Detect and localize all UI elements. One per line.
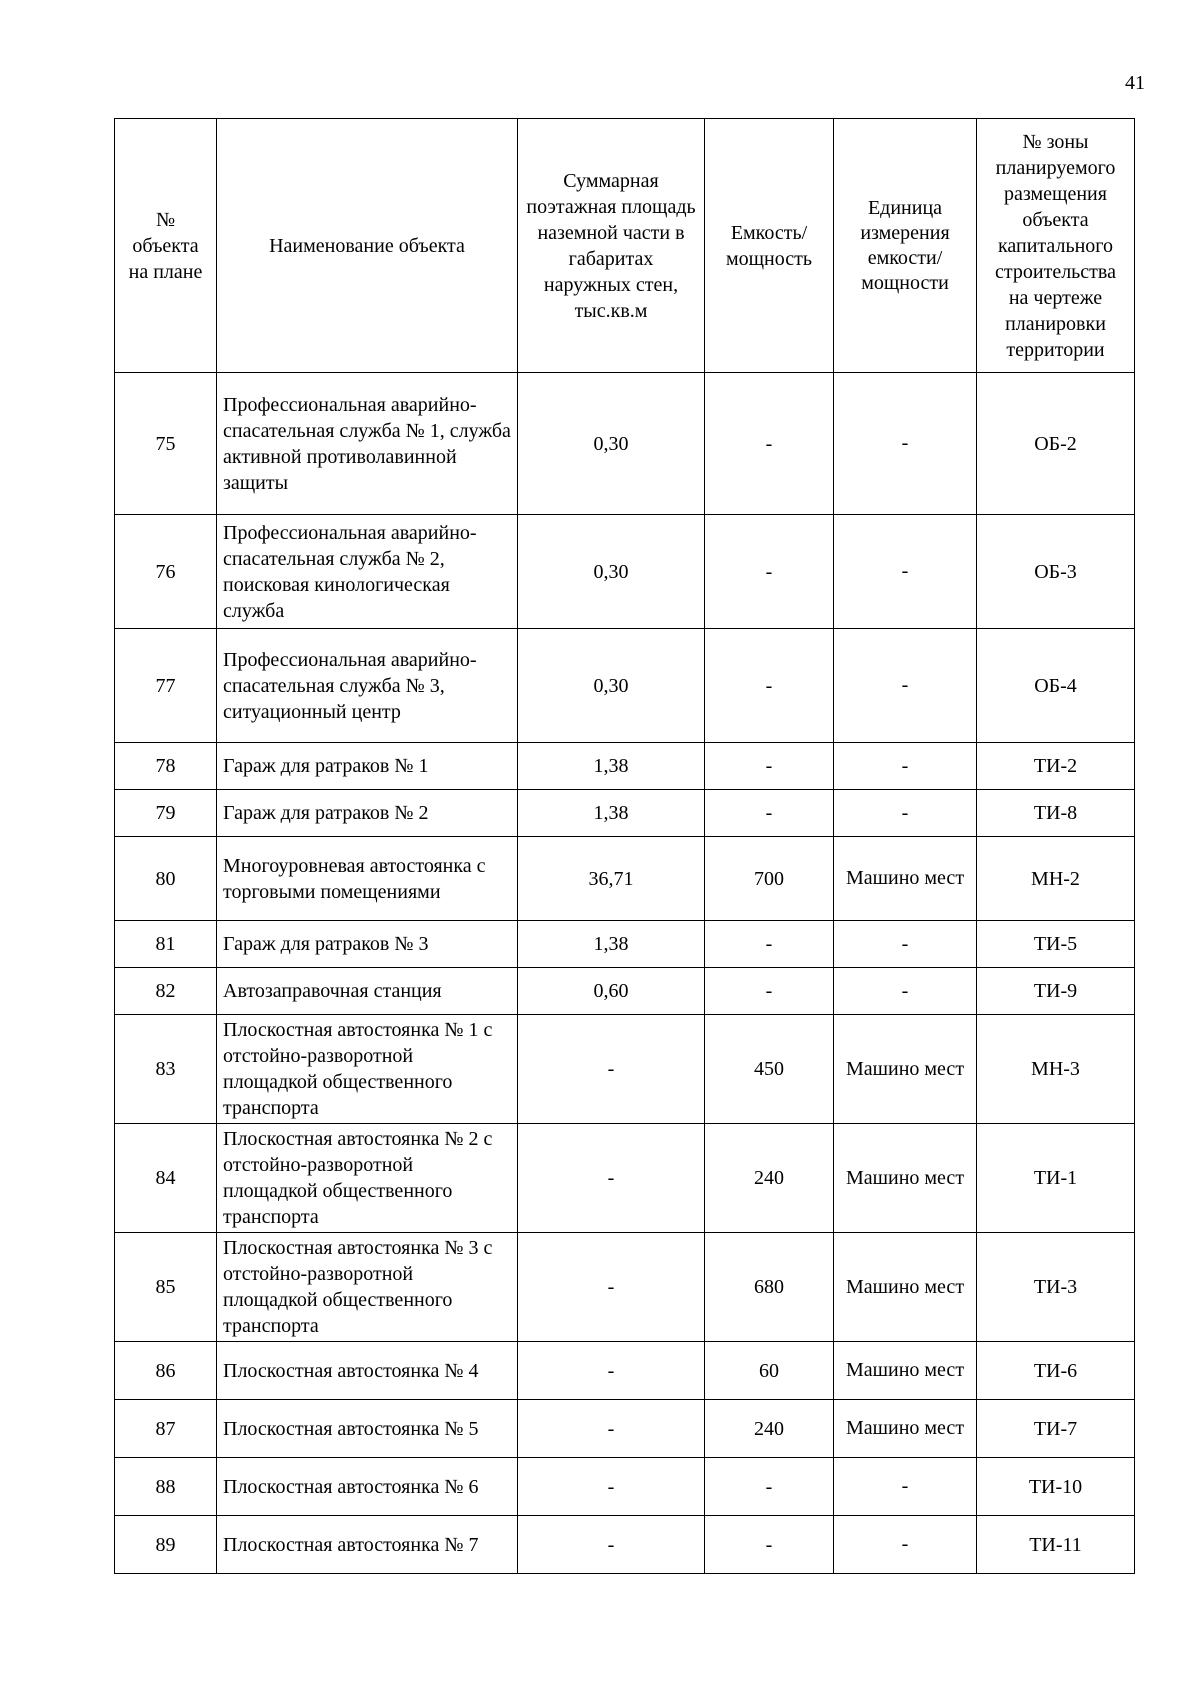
table-row [115,515,1135,629]
placement-zone-cell: ТИ-9 [977,968,1135,1015]
table-header-row [115,119,1135,373]
object-number-cell: 87 [115,1400,217,1458]
capacity-unit-cell: Машино мест [834,1342,977,1400]
capacity-cell: - [705,373,834,515]
floor-area-cell: - [518,1015,705,1124]
object-name-cell: Профессиональная аварийно-спасательная служба № 1, служба активной противолавинной защиты [217,373,518,515]
capacity-unit-cell: - [834,1458,977,1516]
table-row [115,968,1135,1015]
placement-zone-cell: ТИ-8 [977,790,1135,837]
floor-area-cell: - [518,1516,705,1574]
table-row [115,1516,1135,1574]
capacity-cell: 700 [705,837,834,921]
capacity-cell: - [705,790,834,837]
capacity-cell: - [705,1516,834,1574]
object-name-cell: Плоскостная автостоянка № 7 [217,1516,518,1574]
capacity-cell: - [705,921,834,968]
table-row [115,743,1135,790]
table-row [115,837,1135,921]
placement-zone-cell: ТИ-10 [977,1458,1135,1516]
capacity-cell: 60 [705,1342,834,1400]
capacity-cell: - [705,743,834,790]
table-row [115,1124,1135,1233]
placement-zone-cell: ТИ-11 [977,1516,1135,1574]
object-name-cell: Профессиональная аварийно-спасательная служба № 3, ситуационный центр [217,629,518,743]
object-number-cell: 89 [115,1516,217,1574]
capacity-unit-cell: Машино мест [834,1233,977,1342]
floor-area-cell: - [518,1400,705,1458]
table-body [115,373,1135,1574]
placement-zone-cell: ТИ-5 [977,921,1135,968]
object-number-cell: 77 [115,629,217,743]
floor-area-cell: 1,38 [518,921,705,968]
object-number-cell: 76 [115,515,217,629]
floor-area-cell: 0,60 [518,968,705,1015]
table-row [115,1400,1135,1458]
placement-zone-cell: ОБ-2 [977,373,1135,515]
object-name-cell: Профессиональная аварийно-спасательная служба № 2, поисковая кинологическая служба [217,515,518,629]
object-number-cell: 82 [115,968,217,1015]
placement-zone-cell: ТИ-1 [977,1124,1135,1233]
capacity-unit-cell: Машино мест [834,1015,977,1124]
object-number-cell: 85 [115,1233,217,1342]
object-number-cell: 88 [115,1458,217,1516]
header-object-number: № объекта на плане [115,119,217,373]
object-name-cell: Плоскостная автостоянка № 4 [217,1342,518,1400]
table-row [115,1458,1135,1516]
capacity-unit-cell: - [834,373,977,515]
object-name-cell: Плоскостная автостоянка № 1 с отстойно-разворотной площадкой общественного транспорта [217,1015,518,1124]
floor-area-cell: - [518,1342,705,1400]
placement-zone-cell: ТИ-2 [977,743,1135,790]
capacity-cell: 450 [705,1015,834,1124]
floor-area-cell: - [518,1124,705,1233]
object-number-cell: 75 [115,373,217,515]
capacity-cell: - [705,515,834,629]
capacity-cell: - [705,968,834,1015]
object-number-cell: 80 [115,837,217,921]
header-floor-area: Суммарная поэтажная площадь наземной части в габаритах наружных стен, тыс.кв.м [518,119,705,373]
object-number-cell: 78 [115,743,217,790]
floor-area-cell: 1,38 [518,790,705,837]
floor-area-cell: - [518,1233,705,1342]
placement-zone-cell: ТИ-6 [977,1342,1135,1400]
capacity-unit-cell: - [834,629,977,743]
object-name-cell: Гараж для ратраков № 1 [217,743,518,790]
header-object-name: Наименование объекта [217,119,518,373]
table-row [115,1233,1135,1342]
table-row [115,790,1135,837]
capacity-cell: - [705,629,834,743]
capacity-cell: 240 [705,1400,834,1458]
capacity-unit-cell: - [834,1516,977,1574]
object-number-cell: 81 [115,921,217,968]
capacity-unit-cell: - [834,921,977,968]
placement-zone-cell: ТИ-3 [977,1233,1135,1342]
capacity-unit-cell: Машино мест [834,1124,977,1233]
capacity-unit-cell: - [834,743,977,790]
capacity-cell: 240 [705,1124,834,1233]
object-name-cell: Плоскостная автостоянка № 2 с отстойно-разворотной площадкой общественного транспорта [217,1124,518,1233]
object-number-cell: 83 [115,1015,217,1124]
floor-area-cell: 0,30 [518,373,705,515]
header-capacity-unit: Единица измерения емкости/ мощности [834,119,977,373]
objects-table [114,118,1135,1574]
object-name-cell: Плоскостная автостоянка № 3 с отстойно-разворотной площадкой общественного транспорта [217,1233,518,1342]
placement-zone-cell: ОБ-4 [977,629,1135,743]
placement-zone-cell: ТИ-7 [977,1400,1135,1458]
object-name-cell: Многоуровневая автостоянка с торговыми помещениями [217,837,518,921]
floor-area-cell: 1,38 [518,743,705,790]
placement-zone-cell: ОБ-3 [977,515,1135,629]
page-number: 41 [1125,72,1145,94]
object-number-cell: 79 [115,790,217,837]
floor-area-cell: - [518,1458,705,1516]
table-row [115,629,1135,743]
floor-area-cell: 0,30 [518,629,705,743]
table-row [115,1342,1135,1400]
capacity-unit-cell: - [834,790,977,837]
capacity-cell: - [705,1458,834,1516]
placement-zone-cell: МН-2 [977,837,1135,921]
capacity-cell: 680 [705,1233,834,1342]
capacity-unit-cell: Машино мест [834,1400,977,1458]
table-row [115,373,1135,515]
header-placement-zone: № зоны планируемого размещения объекта капитального строительства на чертеже планировки территории [977,119,1135,373]
object-name-cell: Автозаправочная станция [217,968,518,1015]
table-row [115,921,1135,968]
capacity-unit-cell: - [834,515,977,629]
capacity-unit-cell: - [834,968,977,1015]
header-capacity: Емкость/ мощность [705,119,834,373]
object-name-cell: Гараж для ратраков № 3 [217,921,518,968]
floor-area-cell: 36,71 [518,837,705,921]
floor-area-cell: 0,30 [518,515,705,629]
capacity-unit-cell: Машино мест [834,837,977,921]
object-number-cell: 84 [115,1124,217,1233]
object-name-cell: Гараж для ратраков № 2 [217,790,518,837]
object-name-cell: Плоскостная автостоянка № 5 [217,1400,518,1458]
table-row [115,1015,1135,1124]
object-number-cell: 86 [115,1342,217,1400]
object-name-cell: Плоскостная автостоянка № 6 [217,1458,518,1516]
placement-zone-cell: МН-3 [977,1015,1135,1124]
